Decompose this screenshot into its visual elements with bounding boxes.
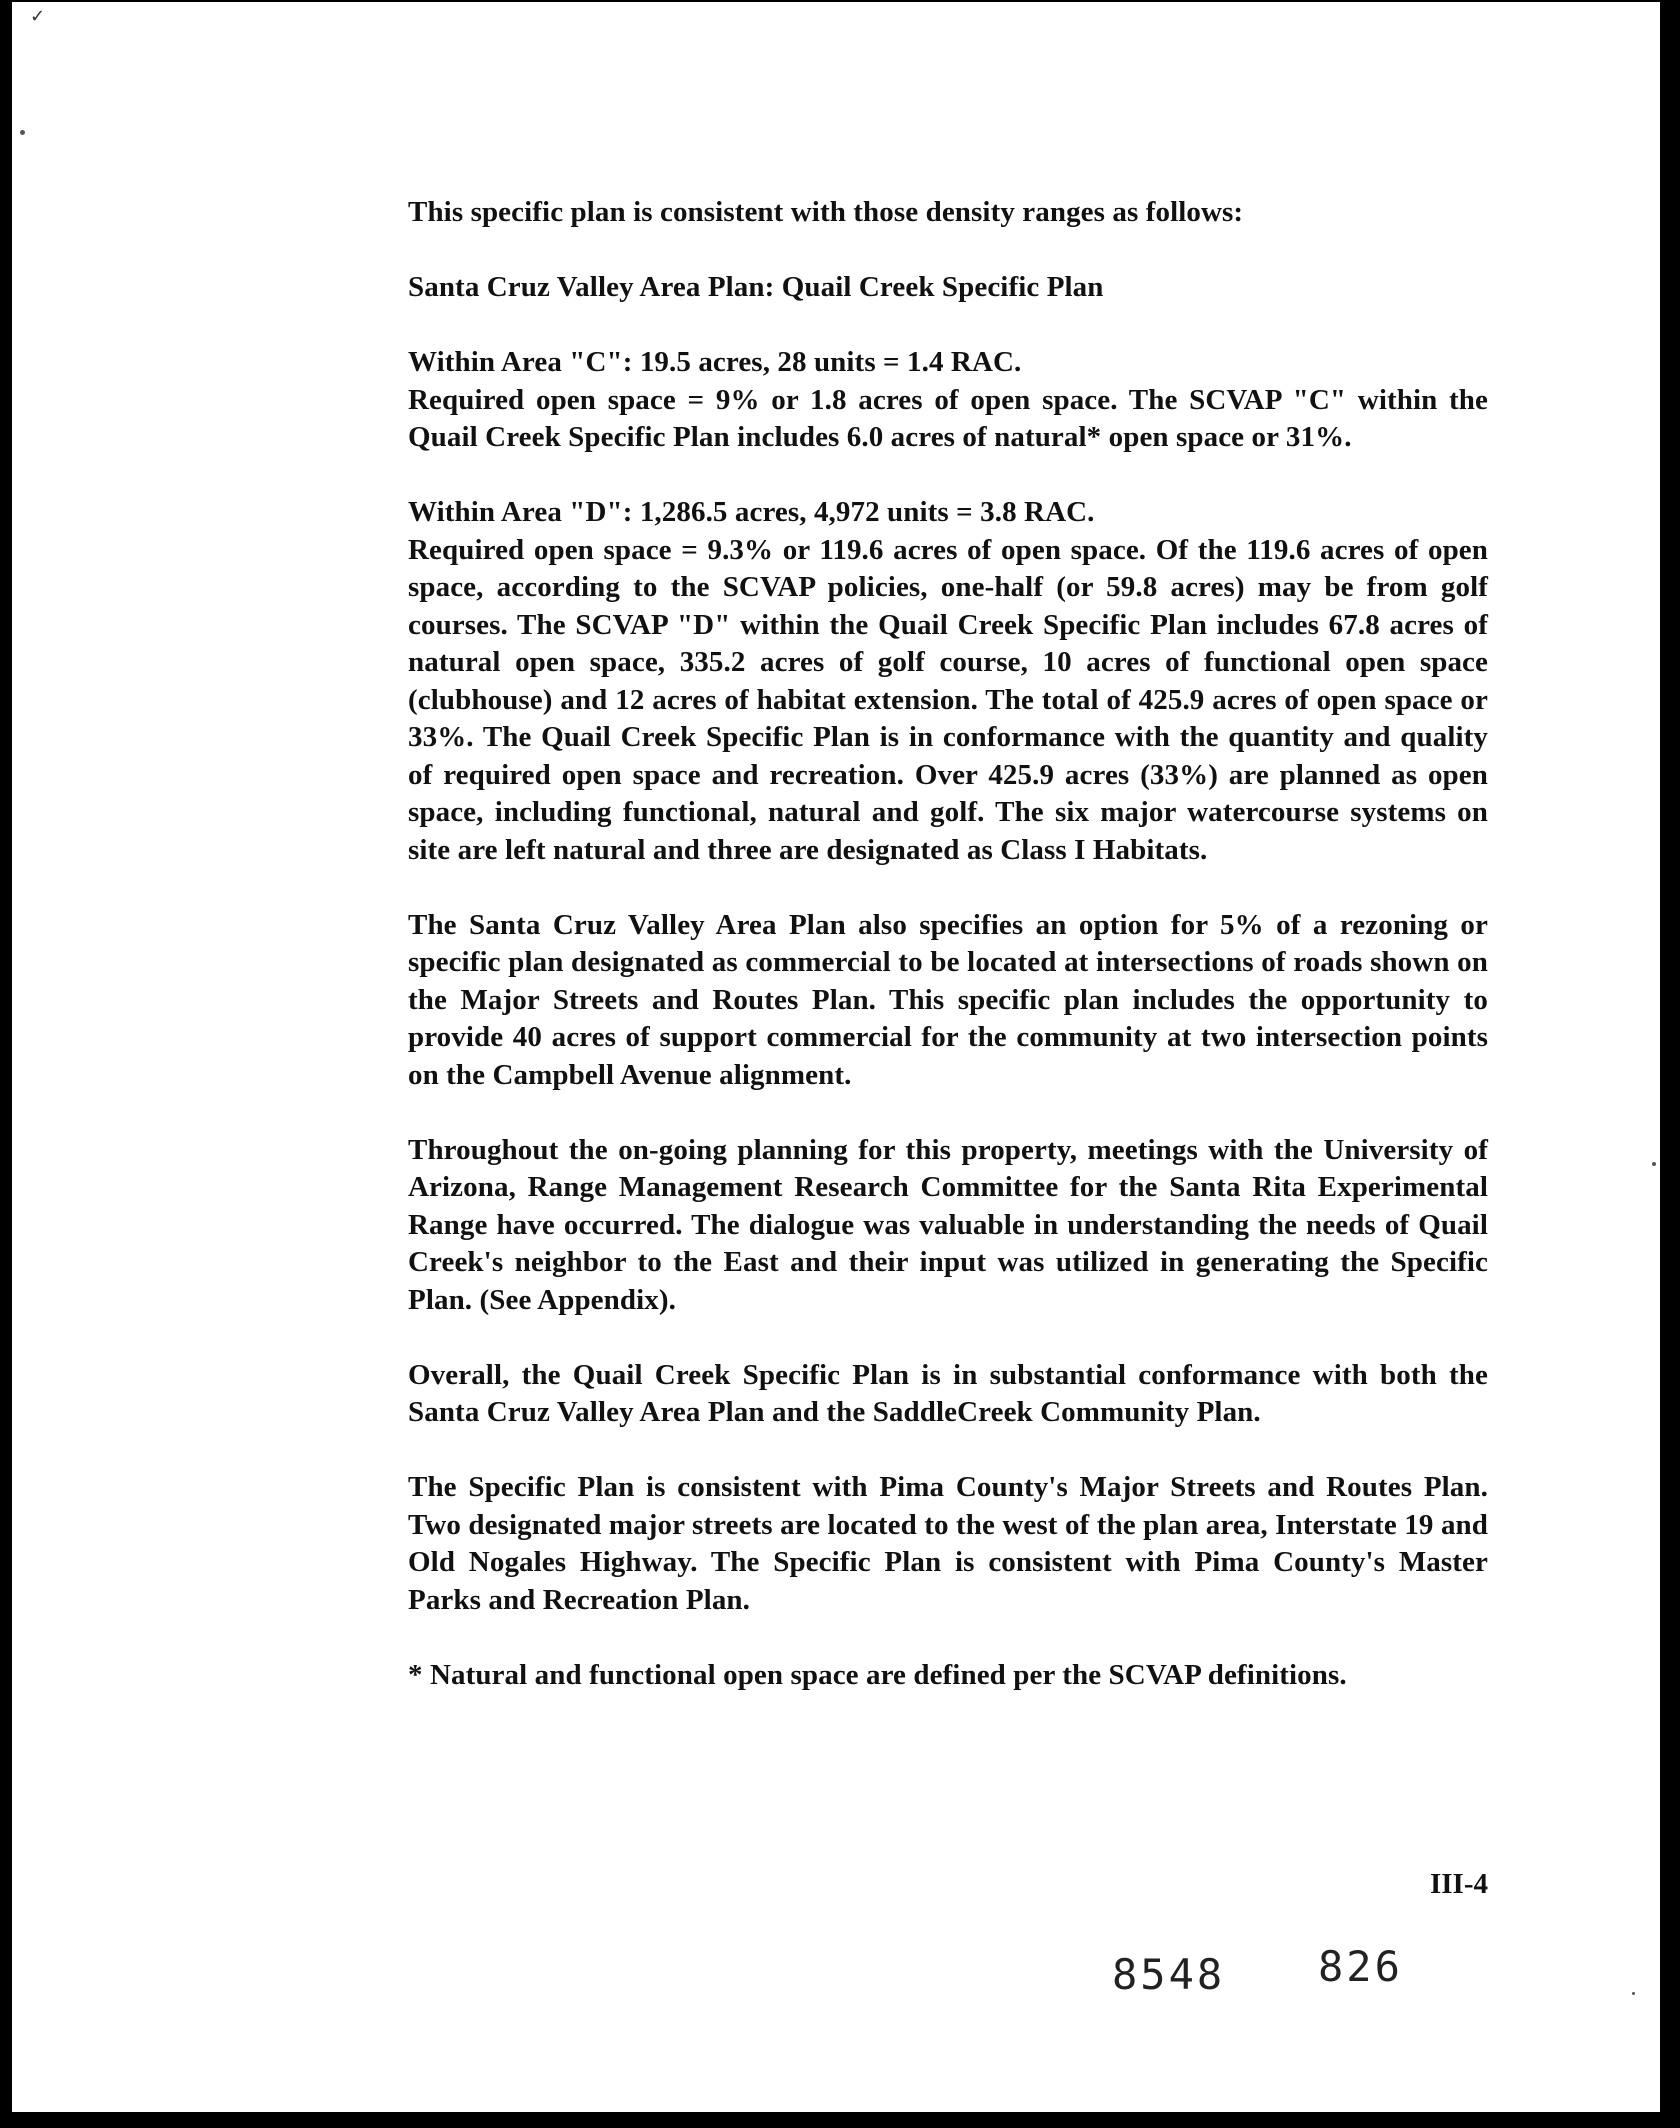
streets-paragraph: The Specific Plan is consistent with Pima County's Major Streets and Routes Plan. Two designated major streets are located to the west of the plan area, Interstate 19 and Old Nogales Highway. The Specific Plan is consistent with Pima County's Master Parks and Recreation Plan. xyxy=(408,1471,1488,1616)
area-d-block xyxy=(408,494,1488,869)
area-d-open-space-text: Required open space = 9.3% or 119.6 acres of open space. Of the 119.6 acres of open space, according to the SCVAP policies, one-half (or 59.8 acres) may be from golf courses. The SCVAP "D" within the Quail Creek Specific Plan includes 67.8 acres of natural open space, 335.2 acres of golf course, 10 acres of functional open space (clubhouse) and 12 acres of habitat extension. The total of 425.9 acres of open space or 33%. The Quail Creek Specific Plan is in conformance with the quantity and quality of required open space and recreation. Over 425.9 acres (33%) are planned as open space, including functional, natural and golf. The six major watercourse systems on site are left natural and three are designated as Class I Habitats. xyxy=(408,533,1488,866)
area-d-summary: Within Area "D": 1,286.5 acres, 4,972 units = 3.8 RAC. xyxy=(408,496,1095,528)
scan-speck xyxy=(1632,1992,1635,1995)
document-page xyxy=(12,2,1660,2112)
footnote: * Natural and functional open space are defined per the SCVAP definitions. xyxy=(408,1658,1347,1691)
area-c-block xyxy=(408,344,1488,457)
intro-paragraph: This specific plan is consistent with those density ranges as follows: xyxy=(408,196,1244,228)
document-body xyxy=(408,194,1488,1732)
plan-heading: Santa Cruz Valley Area Plan: Quail Creek Specific Plan xyxy=(408,271,1104,303)
stamp-number-left: 8548 xyxy=(1112,1950,1226,1999)
scan-corner-mark: ✓ xyxy=(30,6,46,27)
page-number: III-4 xyxy=(1429,1868,1488,1900)
commercial-paragraph: The Santa Cruz Valley Area Plan also specifies an option for 5% of a rezoning or specific plan designated as commercial to be located at intersections of roads shown on the Major Streets and Routes Plan. This specific plan includes the opportunity to provide 40 acres of support commercial for the community at two intersection points on the Campbell Avenue alignment. xyxy=(408,908,1488,1091)
area-c-open-space-text: Required open space = 9% or 1.8 acres of open space. The SCVAP "C" within the Quail Creek Specific Plan includes 6.0 acres of natural* open space or 31%. xyxy=(408,383,1488,453)
scan-speck xyxy=(20,130,25,135)
stamp-number-right: 826 xyxy=(1318,1942,1403,1991)
university-paragraph: Throughout the on-going planning for this property, meetings with the University of Arizona, Range Management Research Committee for the Santa Rita Experimental Range have occurred. The dialogue was valuable in understanding the needs of Quail Creek's neighbor to the East and their input was utilized in generating the Specific Plan. (See Appendix). xyxy=(408,1133,1488,1316)
scan-speck xyxy=(1652,1162,1656,1166)
area-c-summary: Within Area "C": 19.5 acres, 28 units = 1.4 RAC. xyxy=(408,346,1022,378)
overall-paragraph: Overall, the Quail Creek Specific Plan is in substantial conformance with both the Santa Cruz Valley Area Plan and the SaddleCreek Community Plan. xyxy=(408,1358,1488,1428)
